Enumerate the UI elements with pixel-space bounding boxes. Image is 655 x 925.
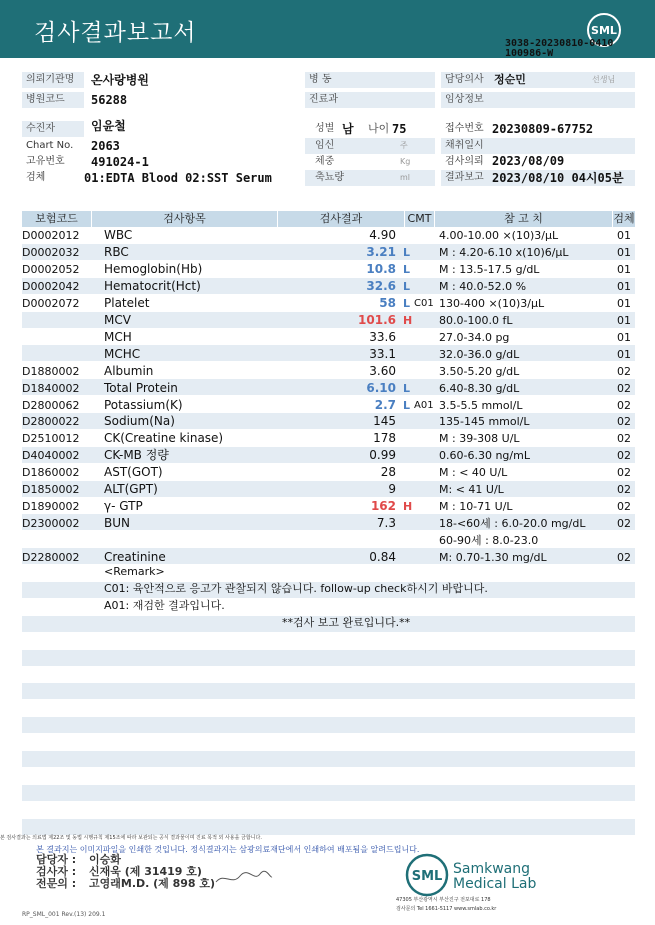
report-header [0, 0, 655, 58]
row-reference: M : 13.5-17.5 g/dL [439, 262, 540, 276]
row-specimen: 02 [617, 483, 631, 497]
pregnancy-unit: 주 [400, 141, 408, 150]
page-title: 검사결과보고서 [34, 20, 197, 46]
institution-value: 온사랑병원 [91, 73, 149, 87]
row-code: D1850002 [22, 483, 80, 497]
row-result: 162 [370, 499, 396, 514]
row-reference: 18-<60세 : 6.0-20.0 mg/dL [439, 517, 586, 531]
row-flag: L [403, 398, 411, 412]
row-result: 3.21 [366, 244, 396, 259]
row-item-name: γ- GTP [104, 499, 143, 514]
row-item-name: MCV [104, 312, 131, 327]
institution-label: 의뢰기관명 [22, 72, 84, 88]
row-specimen: 01 [617, 262, 631, 276]
row-item-name: Hematocrit(Hct) [104, 278, 201, 293]
pregnancy-label-text: 임신 [315, 140, 335, 151]
row-reference: 3.5-5.5 mmol/L [439, 398, 523, 412]
specimen-value: 01:EDTA Blood 02:SST Serum [84, 171, 272, 185]
row-specimen: 01 [617, 229, 631, 242]
row-reference: M : < 40 U/L [439, 466, 508, 480]
row-result: 10.8 [366, 261, 396, 276]
row-reference: 130-400 ×(10)3/μL [439, 296, 545, 310]
col-header-cmt: CMT [405, 211, 435, 227]
row-reference: M: < 41 U/L [439, 483, 504, 497]
form-id: RP_SML_001 Rev.(13) 209.1 [22, 911, 106, 918]
doctor-title: 선생님 [592, 75, 616, 84]
row-item-name: BUN [104, 516, 130, 531]
urine-unit: ml [400, 173, 411, 182]
row-specimen: 02 [617, 381, 631, 395]
row-code: D1840002 [22, 381, 80, 395]
sex-value: 남 [342, 122, 354, 136]
row-reference: 135-145 mmol/L [439, 415, 530, 429]
row-flag: L [403, 262, 411, 276]
specimen-label: 검체 [22, 170, 84, 186]
accession-line1: 3038-20230810-0410 [505, 38, 614, 49]
row-result: 178 [373, 431, 396, 446]
row-reference: 3.50-5.20 g/dL [439, 364, 520, 378]
examiner-label: 검사자 : [36, 865, 77, 878]
hospital-code-label: 병원코드 [22, 92, 84, 108]
row-item-name: Hemoglobin(Hb) [104, 261, 203, 276]
svg-text:SML: SML [411, 869, 443, 884]
row-specimen: 01 [617, 279, 631, 293]
row-result [290, 532, 396, 549]
hospital-code-value: 56288 [91, 93, 128, 107]
col-header-ref: 참 고 치 [435, 211, 613, 227]
row-flag: H [403, 500, 413, 514]
row-code: D1880002 [22, 364, 80, 378]
row-specimen: 01 [617, 313, 631, 327]
row-specimen: 02 [617, 449, 631, 463]
receipt-no-value: 20230809-67752 [492, 122, 594, 136]
specialist-label: 전문의 : [36, 877, 77, 890]
doctor-label: 담당의사 [441, 72, 635, 88]
report-complete: **검사 보고 완료입니다.** [282, 616, 411, 629]
row-item-name: AST(GOT) [104, 465, 163, 480]
row-item-name: CK(Creatine kinase) [104, 431, 224, 446]
department-label: 진료과 [305, 92, 435, 108]
row-specimen: 01 [617, 347, 631, 361]
col-header-specimen: 검체 [613, 212, 635, 225]
row-reference: 0.60-6.30 ng/mL [439, 449, 530, 463]
row-code: D2280002 [22, 551, 80, 565]
row-item-name: Total Protein [104, 380, 178, 395]
sml-footer-logo-icon [405, 853, 449, 897]
receipt-no-label: 접수번호 [441, 121, 635, 137]
row-flag: L [403, 245, 411, 259]
row-band [22, 650, 635, 666]
row-code: D2800062 [22, 398, 80, 412]
row-reference: 4.00-10.00 ×(10)3/μL [439, 229, 559, 242]
footer-legal-text: 본 검사결과는 의료법 제22조 및 동법 시행규칙 제15조에 따라 보관되는 공식 결과물이며 진료 목적 외 사용을 금합니다. [0, 835, 262, 841]
row-cmt: A01 [414, 399, 434, 411]
ward-label: 병 동 [305, 72, 435, 88]
specialist-name: 고영래M.D. (제 898 호) [89, 877, 216, 890]
row-code: D2800022 [22, 415, 80, 429]
footer-note: 본 결과지는 이미지파일을 인쇄한 것입니다. 정식결과지는 삼광의료재단에서 인쇄하여 배포됨을 알려드립니다. [36, 845, 420, 854]
row-result: 0.99 [369, 448, 396, 463]
patient-name-label: 수진자 [22, 121, 84, 137]
row-flag: H [403, 313, 413, 327]
row-item-name: Sodium(Na) [104, 414, 175, 429]
row-reference: 6.40-8.30 g/dL [439, 381, 520, 395]
row-code: D0002012 [22, 229, 80, 242]
row-flag: L [403, 381, 411, 395]
pregnancy-label [305, 138, 435, 154]
row-cmt: C01 [414, 297, 434, 309]
row-flag: L [403, 296, 411, 310]
row-band [22, 819, 635, 835]
unique-no-label: 고유번호 [22, 154, 84, 170]
row-item-name: Albumin [104, 363, 154, 378]
row-item-name: Potassium(K) [104, 397, 183, 412]
examiner-name: 신재욱 (제 31419 호) [89, 865, 202, 878]
row-specimen: 02 [617, 500, 631, 514]
row-item-name: Platelet [104, 295, 150, 310]
row-item-name: RBC [104, 244, 129, 259]
company-name-line2: Medical Lab [453, 876, 537, 892]
row-result: 145 [373, 414, 396, 429]
row-specimen: 02 [617, 466, 631, 480]
row-reference: M: 0.70-1.30 mg/dL [439, 551, 547, 565]
row-result: 3.60 [369, 363, 396, 378]
accession-line2: 100986-W [505, 48, 554, 59]
clinical-info-label: 임상정보 [441, 92, 635, 108]
row-code: D0002042 [22, 279, 80, 293]
row-reference: M : 10-71 U/L [439, 500, 513, 514]
row-item-name: MCHC [104, 346, 141, 361]
row-specimen: 02 [617, 398, 631, 412]
row-result: 28 [380, 465, 396, 480]
row-code: D1890002 [22, 500, 80, 514]
row-result: 33.1 [369, 346, 396, 361]
row-specimen: 01 [617, 296, 631, 310]
row-reference: 80.0-100.0 fL [439, 313, 513, 327]
row-item-name: WBC [104, 228, 133, 242]
row-item-name: ALT(GPT) [104, 482, 158, 497]
doctor-value: 정순민 [494, 73, 526, 86]
col-header-item: 검사항목 [92, 211, 278, 227]
row-reference: M : 4.20-6.10 x(10)6/μL [439, 245, 569, 259]
signature-icon [214, 868, 274, 888]
row-reference: M : 39-308 U/L [439, 432, 520, 446]
row-specimen: 02 [617, 432, 631, 446]
urine-label-text: 축뇨량 [315, 172, 344, 183]
row-band [22, 751, 635, 767]
row-result: 4.90 [369, 228, 396, 242]
row-result: 58 [379, 295, 396, 310]
row-code: D4040002 [22, 449, 80, 463]
row-specimen: 02 [617, 551, 631, 565]
manager-label: 담당자 : [36, 853, 77, 866]
weight-label [305, 154, 435, 170]
row-specimen: 02 [617, 415, 631, 429]
row-band [22, 683, 635, 699]
row-result: 9 [388, 482, 396, 497]
row-specimen: 01 [617, 330, 631, 344]
col-header-code: 보험코드 [22, 211, 92, 227]
row-code: D1860002 [22, 466, 80, 480]
row-specimen: 01 [617, 245, 631, 259]
row-result: 101.6 [358, 312, 396, 327]
row-result: 0.84 [369, 550, 396, 565]
company-address: 47305 부산광역시 부산진구 전포대로 178 [396, 897, 491, 903]
row-specimen: 02 [617, 364, 631, 378]
row-item-name: MCH [104, 329, 132, 344]
row-reference: 32.0-36.0 g/dL [439, 347, 520, 361]
remark-title: <Remark> [104, 565, 165, 578]
row-result: 33.6 [369, 329, 396, 344]
row-code: D2300002 [22, 517, 80, 531]
row-code: D2510012 [22, 432, 80, 446]
row-code: D0002052 [22, 262, 80, 276]
request-date-label: 검사의뢰 [441, 154, 635, 170]
row-band [22, 785, 635, 801]
row-item-name: CK-MB 정량 [104, 448, 169, 463]
urine-label [305, 170, 435, 186]
remark-c01: C01: 육안적으로 응고가 관찰되지 않습니다. follow-up check하시기 바랍니다. [104, 582, 488, 595]
row-result: 6.10 [366, 380, 396, 395]
row-item-name: Creatinine [104, 550, 166, 565]
weight-label-text: 체중 [315, 156, 335, 167]
row-reference: M : 40.0-52.0 % [439, 279, 527, 293]
collection-time-label: 채취일시 [441, 138, 635, 154]
row-band [22, 717, 635, 733]
row-reference: 27.0-34.0 pg [439, 330, 510, 344]
remark-a01: A01: 재검한 결과입니다. [104, 599, 225, 612]
report-date-value: 2023/08/10 04시05분 [492, 171, 624, 185]
report-date-label: 결과보고 [441, 170, 635, 186]
patient-name-value: 임윤철 [91, 119, 126, 133]
row-result: 2.7 [374, 397, 396, 412]
age-label: 나이 [368, 122, 390, 135]
row-specimen: 02 [617, 517, 631, 531]
chart-no-value: 2063 [91, 139, 120, 153]
col-header-result: 검사결과 [278, 211, 405, 227]
age-value: 75 [392, 122, 407, 136]
row-result: 7.3 [376, 516, 396, 531]
row-code: D0002072 [22, 296, 80, 310]
chart-no-label: Chart No. [22, 138, 84, 154]
sex-label-text: 성별 [315, 123, 335, 134]
manager-name: 이승화 [89, 853, 121, 866]
company-name-line1: Samkwang [453, 861, 530, 877]
row-code: D0002032 [22, 245, 80, 259]
company-phone: 검사문의 Tel 1661-5117 www.smlab.co.kr [396, 906, 497, 912]
row-result: 32.6 [366, 278, 396, 293]
unique-no-value: 491024-1 [91, 155, 149, 169]
svg-text:SML: SML [591, 24, 617, 37]
weight-unit: Kg [400, 157, 411, 166]
row-reference: 60-90세 : 8.0-23.0 [439, 534, 539, 548]
row-flag: L [403, 279, 411, 293]
request-date-value: 2023/08/09 [492, 154, 565, 168]
